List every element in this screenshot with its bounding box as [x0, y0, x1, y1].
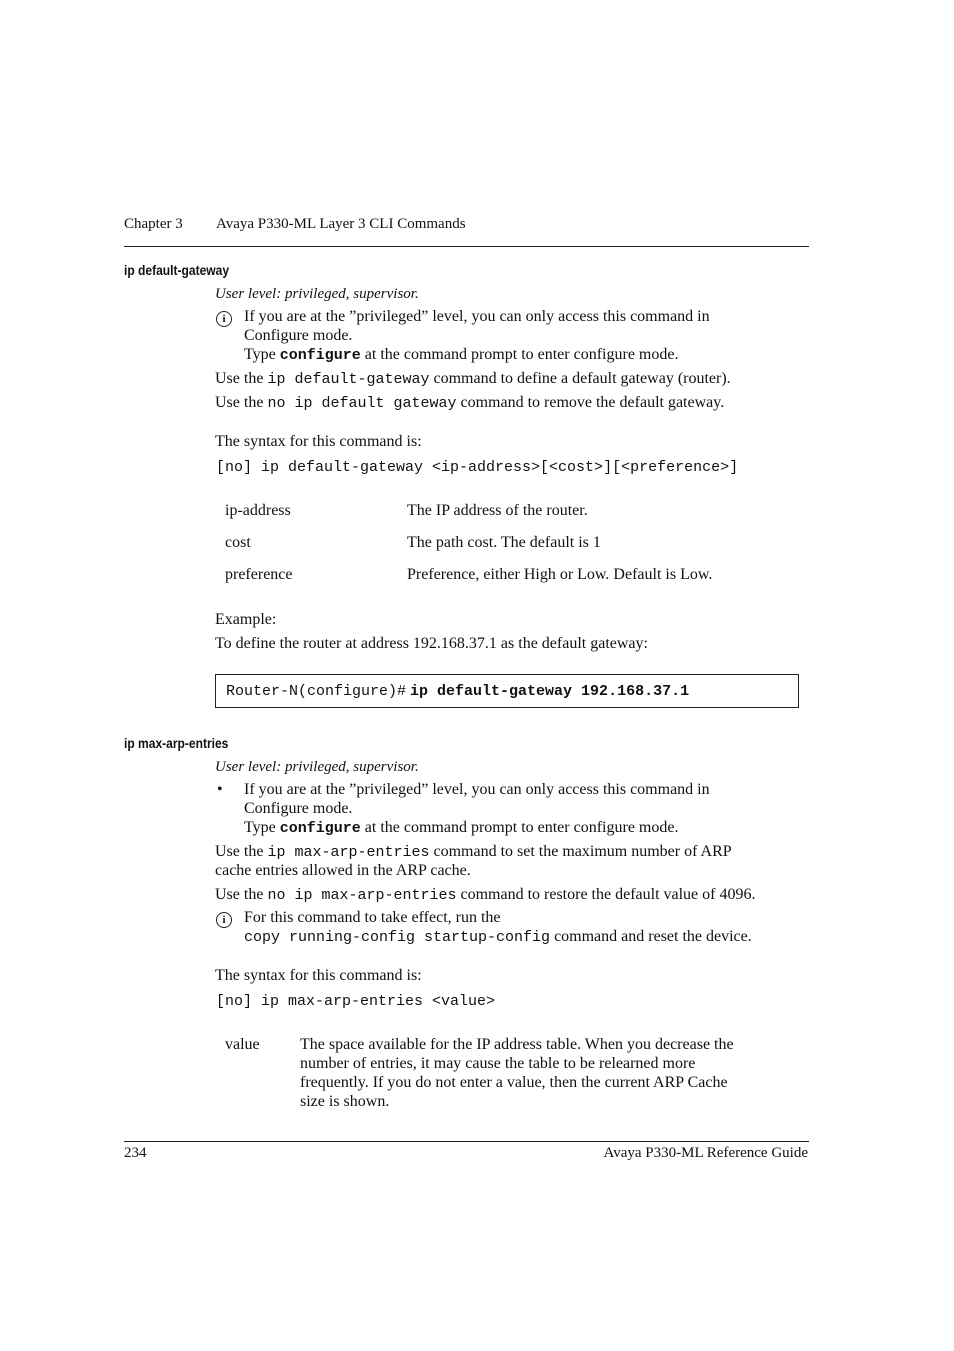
info-icon: i	[216, 912, 232, 928]
note2-b: command and reset the device.	[554, 928, 752, 945]
usage-line-2-b: command to remove the default gateway.	[460, 394, 725, 411]
note-type-b: at the command prompt to enter configure mode.	[364, 819, 679, 836]
example-text: To define the router at address 192.168.37.1 as the default gateway:	[215, 635, 648, 652]
usage-line-2-cmd: no ip default gateway	[267, 395, 457, 412]
param-desc-line: frequently. If you do not enter a value, then the current ARP Cache	[300, 1074, 728, 1091]
usage-line-2-cmd: no ip max-arp-entries	[267, 887, 457, 904]
syntax-line: [no] ip max-arp-entries <value>	[216, 993, 496, 1010]
param-desc-line: size is shown.	[300, 1093, 390, 1110]
param-desc: Preference, either High or Low. Default is Low.	[407, 566, 713, 583]
note-type-b: at the command prompt to enter configure mode.	[364, 346, 679, 363]
note-line-1: If you are at the ”privileged” level, you can only access this command in	[244, 308, 710, 325]
note-type-cmd: configure	[279, 347, 361, 364]
param-name: preference	[225, 566, 293, 583]
usage-line-1	[215, 843, 732, 861]
usage-line-1-cmd: ip default-gateway	[267, 371, 430, 388]
usage-line-1-a: Use the	[215, 843, 264, 860]
usage-line-2-a: Use the	[215, 886, 264, 903]
note-line-2: Configure mode.	[244, 327, 353, 344]
footer-rule	[124, 1141, 809, 1142]
usage-line-1-cmd: ip max-arp-entries	[267, 844, 430, 861]
note-type-cmd: configure	[279, 820, 361, 837]
usage-line-2-b: command to restore the default value of 4096.	[460, 886, 756, 903]
usage-line-2-a: Use the	[215, 394, 264, 411]
example-code-line	[226, 682, 689, 700]
usage-line-1	[215, 370, 731, 388]
section-heading-ip-default-gateway: ip default-gateway	[124, 262, 230, 278]
note2-line-1: For this command to take effect, run the	[244, 909, 501, 926]
user-level-text: User level: privileged, supervisor.	[215, 286, 419, 302]
usage-line-1-a: Use the	[215, 370, 264, 387]
note-type-line	[244, 819, 678, 837]
param-desc: The IP address of the router.	[407, 502, 588, 519]
example-label: Example:	[215, 611, 277, 628]
syntax-intro: The syntax for this command is:	[215, 433, 422, 450]
section-heading-ip-max-arp-entries: ip max-arp-entries	[124, 735, 229, 751]
usage-line-1-cont: cache entries allowed in the ARP cache.	[215, 862, 471, 879]
note2-line-2	[244, 928, 752, 946]
header-chapter: Chapter 3	[124, 216, 183, 232]
usage-line-1-b: command to define a default gateway (router).	[433, 370, 731, 387]
footer-page-number: 234	[124, 1145, 147, 1161]
param-name: ip-address	[225, 502, 291, 519]
bullet-icon: •	[217, 781, 223, 798]
note2-cmd: copy running-config startup-config	[244, 929, 551, 946]
example-prompt: Router-N(configure)#	[226, 683, 407, 700]
param-desc: The path cost. The default is 1	[407, 534, 601, 551]
note-line-2: Configure mode.	[244, 800, 353, 817]
syntax-line: [no] ip default-gateway <ip-address>[<cost>][<preference>]	[216, 459, 739, 476]
header-rule	[124, 246, 809, 247]
param-desc-line: number of entries, it may cause the table to be relearned more	[300, 1055, 696, 1072]
note-type-line	[244, 346, 678, 364]
usage-line-2	[215, 886, 755, 904]
param-name: cost	[225, 534, 251, 551]
note-type-a: Type	[244, 346, 276, 363]
info-icon: i	[216, 311, 232, 327]
user-level-text: User level: privileged, supervisor.	[215, 759, 419, 775]
param-desc-line: The space available for the IP address table. When you decrease the	[300, 1036, 734, 1053]
footer-title: Avaya P330-ML Reference Guide	[603, 1145, 808, 1161]
param-name: value	[225, 1036, 260, 1053]
note-type-a: Type	[244, 819, 276, 836]
usage-line-2	[215, 394, 724, 412]
usage-line-1-b: command to set the maximum number of ARP	[433, 843, 732, 860]
syntax-intro: The syntax for this command is:	[215, 967, 422, 984]
note-line-1: If you are at the ”privileged” level, you can only access this command in	[244, 781, 710, 798]
example-command: ip default-gateway 192.168.37.1	[410, 683, 690, 700]
header-title: Avaya P330-ML Layer 3 CLI Commands	[216, 216, 466, 232]
